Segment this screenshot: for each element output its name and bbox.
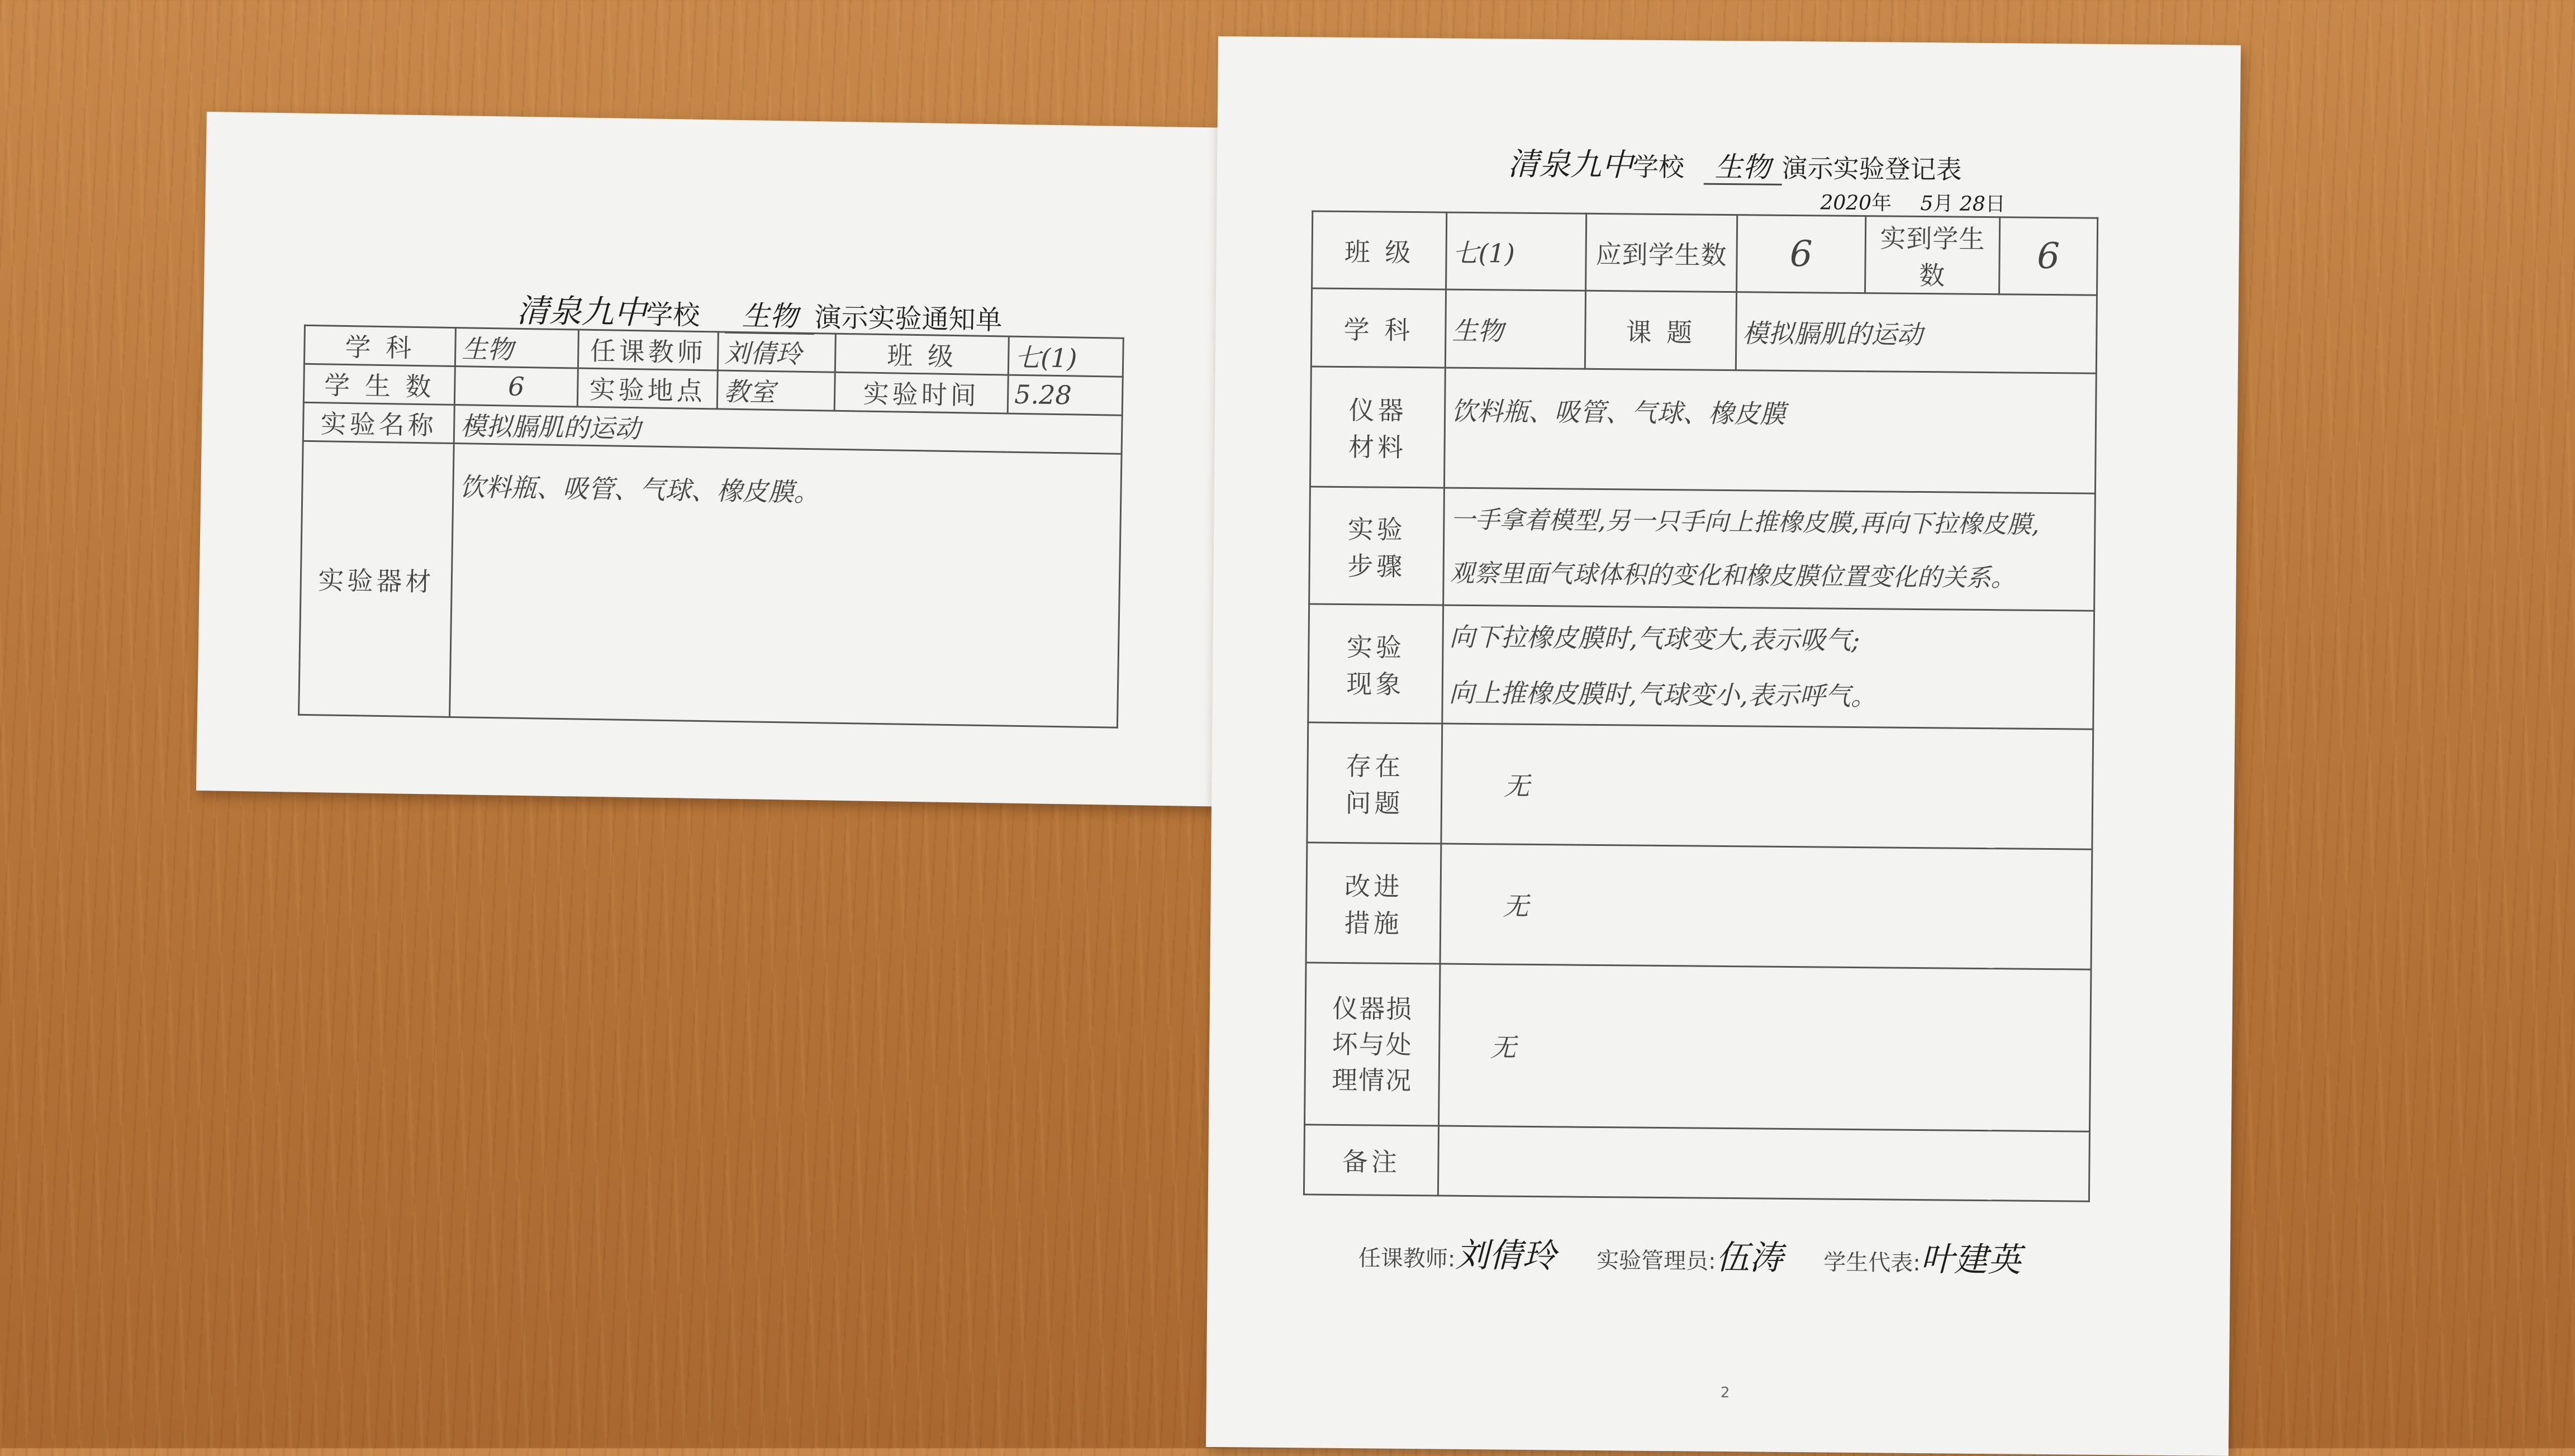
- footer-teacher-label: 任课教师:: [1358, 1245, 1456, 1272]
- record-title-text: 演示实验登记表: [1781, 153, 1962, 185]
- footer-student-label: 学生代表:: [1823, 1249, 1921, 1277]
- record-title: [1508, 140, 1962, 188]
- notice-location-value: 教室: [717, 370, 835, 411]
- record-phenomena-label-1: 实验: [1346, 631, 1405, 663]
- record-date-day-unit: 日: [1985, 192, 2006, 216]
- record-subject-blank: 生物: [1703, 151, 1782, 185]
- record-problems-label-2: 问题: [1345, 788, 1404, 819]
- record-equipment-label-1: 仪器: [1348, 395, 1407, 426]
- record-problems-label-1: 存在: [1345, 751, 1404, 782]
- footer-teacher: 刘倩玲: [1455, 1235, 1556, 1276]
- notice-name-label: 实验名称: [303, 402, 454, 443]
- record-class-label: 班 级: [1312, 211, 1447, 289]
- record-equipment-value: 饮料瓶、吸管、气球、橡皮膜: [1444, 368, 2096, 493]
- notice-class-value: 七(1): [1008, 336, 1123, 377]
- notice-time-value: 5.28: [1008, 375, 1123, 415]
- record-sheet: [1206, 36, 2241, 1456]
- notice-equipment-value: 饮料瓶、吸管、气球、橡皮膜。: [450, 444, 1122, 728]
- record-actual-label: 实到学生数: [1865, 216, 2000, 294]
- record-page-number: 2: [1720, 1384, 1730, 1402]
- record-improve-value: 无: [1440, 844, 2092, 969]
- notice-table: [298, 325, 1124, 729]
- record-phenomena-line-1: 向下拉橡皮膜时,气球变大,表示吸气;: [1449, 621, 1860, 655]
- record-steps-value: [1443, 488, 2096, 611]
- record-damage-label-2: 坏与处: [1332, 1029, 1413, 1060]
- notice-subject-value: 生物: [455, 328, 578, 368]
- notice-students-value: 6: [454, 367, 578, 407]
- record-steps-line-1: 一手拿着模型,另一只手向上推橡皮膜,再向下拉橡皮膜,: [1450, 505, 2040, 539]
- notice-sheet: [196, 112, 1269, 807]
- record-phenomena-label: [1308, 604, 1443, 724]
- footer-admin: 伍涛: [1716, 1238, 1783, 1278]
- record-steps-label-2: 步骤: [1347, 550, 1406, 582]
- record-phenomena-value: [1442, 605, 2094, 729]
- record-date-day: 28: [1959, 192, 1985, 216]
- record-steps-label-1: 实验: [1347, 513, 1407, 545]
- record-class-value: 七(1): [1446, 212, 1586, 291]
- record-actual-value: 6: [1999, 217, 2098, 296]
- record-phenomena-label-2: 现象: [1346, 668, 1405, 700]
- record-expected-label: 应到学生数: [1586, 213, 1737, 292]
- notice-students-label: 学 生 数: [303, 364, 455, 405]
- record-date-month-unit: 月: [1933, 192, 1954, 216]
- record-phenomena-line-2: 向上推橡皮膜时,气球变小,表示呼气。: [1448, 677, 1877, 711]
- notice-subject-label: 学 科: [304, 325, 455, 366]
- footer-student: 叶建英: [1920, 1240, 2022, 1280]
- record-topic-label: 课 题: [1585, 291, 1736, 370]
- notice-teacher-value: 刘倩玲: [718, 332, 835, 372]
- notice-title-text: 演示实验通知单: [814, 302, 1003, 336]
- record-footer: [1358, 1227, 2022, 1281]
- record-improve-label-2: 措施: [1344, 908, 1403, 939]
- record-notes-value: [1438, 1126, 2089, 1201]
- record-damage-label-1: 仪器损: [1332, 993, 1413, 1024]
- record-date-year-unit: 年: [1871, 192, 1892, 215]
- record-expected-value: 6: [1737, 215, 1866, 293]
- record-improve-label-1: 改进: [1344, 871, 1403, 902]
- record-steps-line-2: 观察里面气球体积的变化和橡皮膜位置变化的关系。: [1450, 559, 2016, 592]
- notice-equipment-label: 实验器材: [299, 441, 454, 717]
- record-equipment-label: [1310, 367, 1445, 488]
- record-steps-label: [1309, 487, 1445, 605]
- record-equipment-label-2: 材料: [1348, 432, 1407, 463]
- record-school-suffix: 学校: [1632, 151, 1685, 183]
- notice-school: 清泉九中: [516, 291, 647, 332]
- record-problems-value: 无: [1441, 724, 2093, 849]
- record-table: [1303, 210, 2098, 1202]
- record-date: [1820, 187, 2006, 217]
- record-subject-value: 生物: [1445, 289, 1585, 369]
- record-improve-label: [1306, 843, 1441, 964]
- record-date-year: 2020: [1820, 191, 1872, 215]
- notice-class-label: 班 级: [835, 334, 1009, 375]
- notice-subject-blank: 生物: [725, 299, 815, 335]
- notice-school-suffix: 学校: [645, 299, 700, 331]
- record-problems-label: [1307, 722, 1442, 844]
- record-damage-label: [1305, 963, 1441, 1126]
- notice-location-label: 实验地点: [577, 368, 718, 409]
- record-topic-value: 模拟膈肌的运动: [1736, 292, 2097, 374]
- record-damage-value: 无: [1438, 964, 2091, 1131]
- notice-time-label: 实验时间: [834, 372, 1008, 413]
- notice-teacher-label: 任课教师: [578, 330, 718, 370]
- record-subject-label: 学 科: [1311, 288, 1446, 368]
- footer-admin-label: 实验管理员:: [1596, 1247, 1716, 1274]
- record-date-month: 5: [1920, 192, 1933, 216]
- record-notes-label: 备注: [1304, 1125, 1438, 1196]
- record-damage-label-3: 理情况: [1331, 1064, 1413, 1096]
- record-school: 清泉九中: [1507, 146, 1633, 184]
- notice-name-value: 模拟膈肌的运动: [454, 405, 1122, 454]
